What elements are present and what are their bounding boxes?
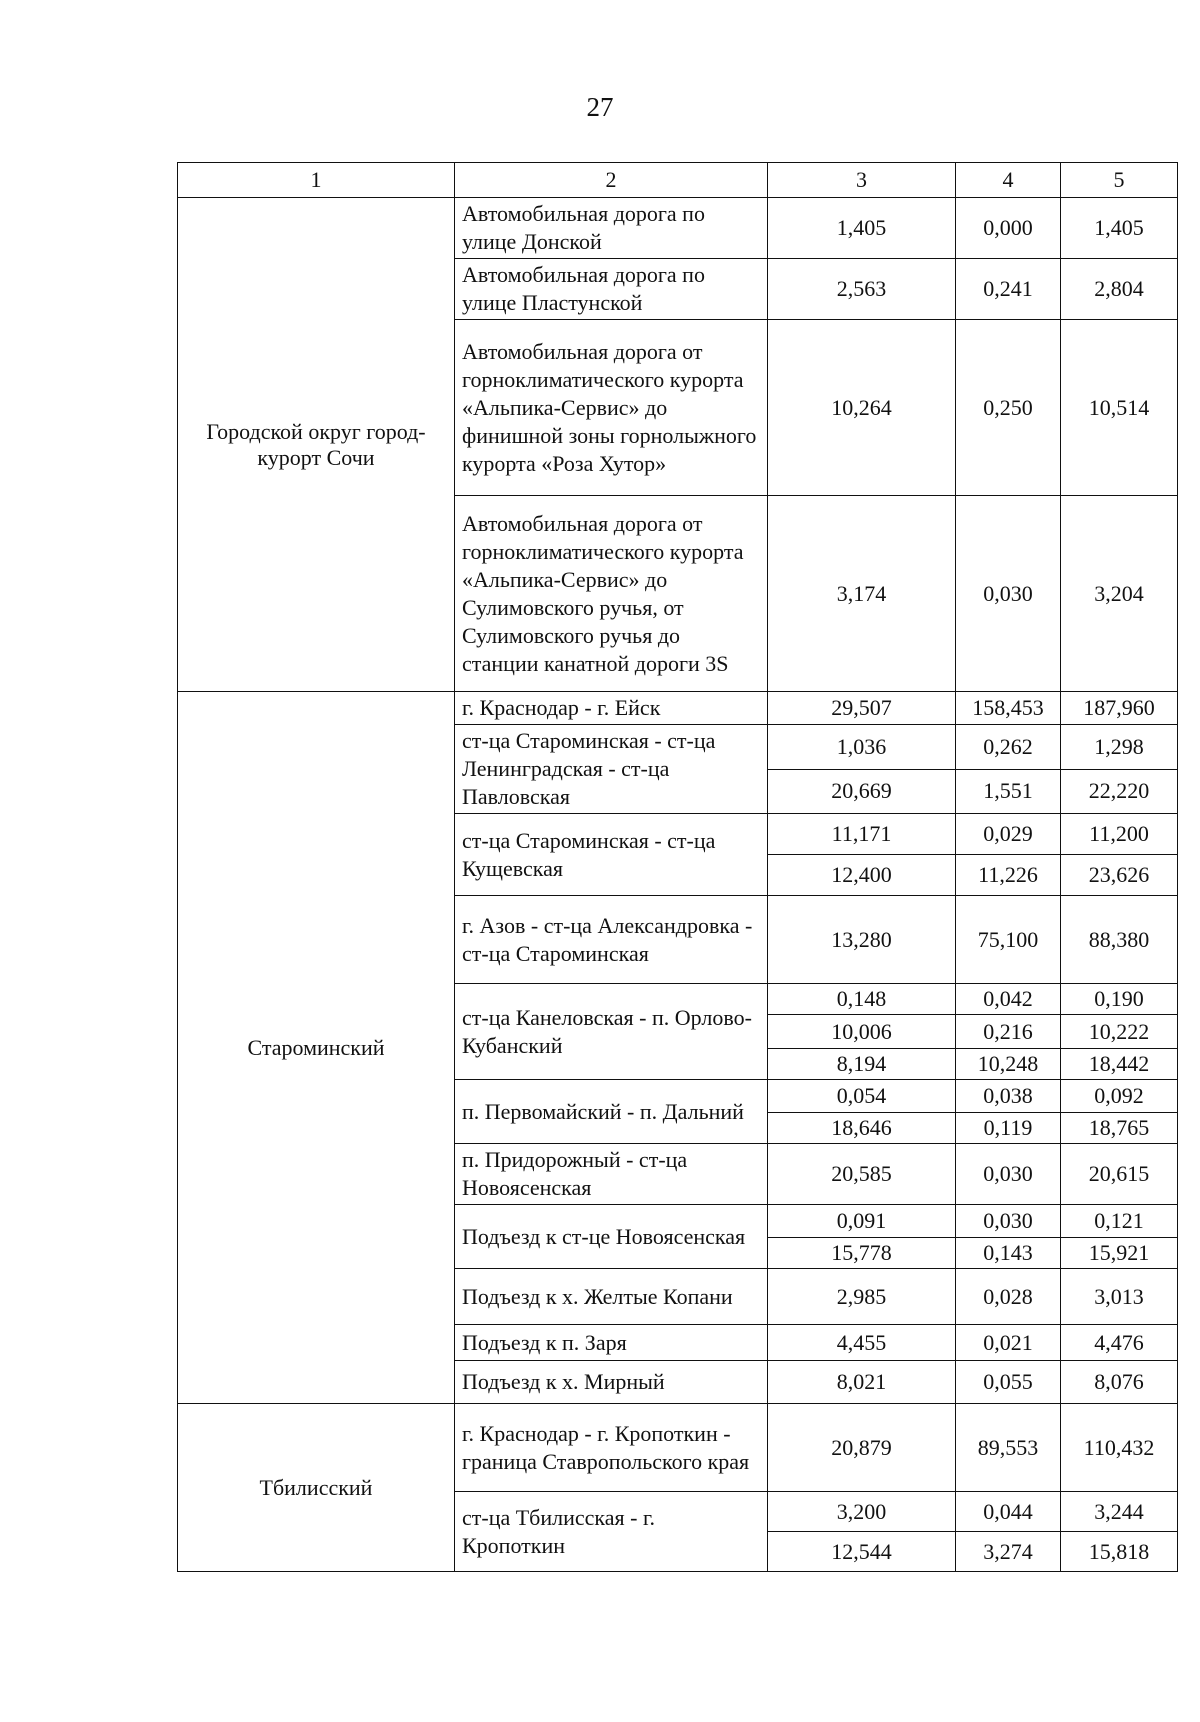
- length-col-4: 0,029: [956, 814, 1061, 855]
- length-col-5: 110,432: [1061, 1404, 1178, 1492]
- length-col-3: 1,036: [768, 725, 956, 770]
- length-col-4: 0,038: [956, 1080, 1061, 1113]
- length-col-5: 11,200: [1061, 814, 1178, 855]
- length-col-4: 0,119: [956, 1113, 1061, 1144]
- column-header-4: 4: [956, 163, 1061, 198]
- table-body: [178, 198, 1178, 1572]
- length-col-5: 187,960: [1061, 692, 1178, 725]
- length-col-5: 0,121: [1061, 1205, 1178, 1238]
- length-col-5: 22,220: [1061, 769, 1178, 814]
- length-col-3: 10,264: [768, 320, 956, 496]
- length-col-3: 4,455: [768, 1325, 956, 1361]
- road-name-cell: Подъезд к ст-це Новоясенская: [455, 1205, 768, 1269]
- length-col-3: 1,405: [768, 198, 956, 259]
- header-row: [178, 163, 1178, 198]
- road-name-cell: Подъезд к х. Мирный: [455, 1361, 768, 1404]
- length-col-4: 158,453: [956, 692, 1061, 725]
- road-name-cell: г. Краснодар - г. Кропоткин - граница Ставропольского края: [455, 1404, 768, 1492]
- length-col-3: 10,006: [768, 1015, 956, 1049]
- length-col-3: 12,544: [768, 1532, 956, 1572]
- length-col-4: 0,262: [956, 725, 1061, 770]
- road-name-cell: ст-ца Староминская - ст-ца Ленинградская - ст-ца Павловская: [455, 725, 768, 814]
- length-col-3: 0,091: [768, 1205, 956, 1238]
- table-row: [178, 692, 1178, 725]
- region-cell: Городской округ город-курорт Сочи: [178, 198, 455, 692]
- length-col-3: 2,985: [768, 1269, 956, 1325]
- length-col-5: 3,013: [1061, 1269, 1178, 1325]
- length-col-3: 13,280: [768, 896, 956, 984]
- road-name-cell: Подъезд к п. Заря: [455, 1325, 768, 1361]
- length-col-4: 0,030: [956, 1205, 1061, 1238]
- length-col-4: 0,042: [956, 984, 1061, 1015]
- length-col-4: 0,143: [956, 1238, 1061, 1269]
- length-col-4: 11,226: [956, 855, 1061, 896]
- length-col-4: 0,030: [956, 1144, 1061, 1205]
- length-col-5: 0,190: [1061, 984, 1178, 1015]
- length-col-4: 0,250: [956, 320, 1061, 496]
- road-name-cell: Подъезд к х. Желтые Копани: [455, 1269, 768, 1325]
- length-col-5: 88,380: [1061, 896, 1178, 984]
- length-col-4: 75,100: [956, 896, 1061, 984]
- length-col-4: 0,241: [956, 259, 1061, 320]
- length-col-3: 12,400: [768, 855, 956, 896]
- length-col-4: 0,055: [956, 1361, 1061, 1404]
- length-col-5: 23,626: [1061, 855, 1178, 896]
- length-col-5: 1,298: [1061, 725, 1178, 770]
- road-name-cell: п. Первомайский - п. Дальний: [455, 1080, 768, 1144]
- length-col-3: 20,669: [768, 769, 956, 814]
- table-row: [178, 1404, 1178, 1492]
- length-col-3: 0,054: [768, 1080, 956, 1113]
- length-col-3: 8,194: [768, 1049, 956, 1080]
- length-col-3: 3,174: [768, 496, 956, 692]
- length-col-4: 0,021: [956, 1325, 1061, 1361]
- road-name-cell: г. Азов - ст-ца Александровка - ст-ца Староминская: [455, 896, 768, 984]
- length-col-5: 3,204: [1061, 496, 1178, 692]
- length-col-3: 15,778: [768, 1238, 956, 1269]
- length-col-3: 20,879: [768, 1404, 956, 1492]
- road-name-cell: Автомобильная дорога по улице Донской: [455, 198, 768, 259]
- road-name-cell: г. Краснодар - г. Ейск: [455, 692, 768, 725]
- road-name-cell: ст-ца Тбилисская - г. Кропоткин: [455, 1492, 768, 1572]
- region-cell: Староминский: [178, 692, 455, 1404]
- length-col-4: 0,028: [956, 1269, 1061, 1325]
- length-col-3: 11,171: [768, 814, 956, 855]
- length-col-5: 1,405: [1061, 198, 1178, 259]
- region-cell: Тбилисский: [178, 1404, 455, 1572]
- length-col-3: 2,563: [768, 259, 956, 320]
- length-col-5: 18,765: [1061, 1113, 1178, 1144]
- table-row: [178, 198, 1178, 259]
- length-col-5: 3,244: [1061, 1492, 1178, 1532]
- length-col-3: 20,585: [768, 1144, 956, 1205]
- length-col-3: 0,148: [768, 984, 956, 1015]
- column-header-5: 5: [1061, 163, 1178, 198]
- length-col-5: 15,818: [1061, 1532, 1178, 1572]
- road-name-cell: Автомобильная дорога от горноклиматического курорта «Альпика-Сервис» до Сулимовского ручья, от Сулимовского ручья до станции канатной дороги 3S: [455, 496, 768, 692]
- length-col-5: 4,476: [1061, 1325, 1178, 1361]
- length-col-5: 10,514: [1061, 320, 1178, 496]
- length-col-5: 0,092: [1061, 1080, 1178, 1113]
- length-col-4: 0,000: [956, 198, 1061, 259]
- length-col-4: 1,551: [956, 769, 1061, 814]
- length-col-4: 10,248: [956, 1049, 1061, 1080]
- road-name-cell: ст-ца Староминская - ст-ца Кущевская: [455, 814, 768, 896]
- length-col-4: 0,216: [956, 1015, 1061, 1049]
- road-name-cell: Автомобильная дорога по улице Пластунской: [455, 259, 768, 320]
- length-col-5: 8,076: [1061, 1361, 1178, 1404]
- road-name-cell: ст-ца Канеловская - п. Орлово-Кубанский: [455, 984, 768, 1080]
- length-col-5: 20,615: [1061, 1144, 1178, 1205]
- road-name-cell: Автомобильная дорога от горноклиматического курорта «Альпика-Сервис» до финишной зоны горнолыжного курорта «Роза Хутор»: [455, 320, 768, 496]
- length-col-3: 3,200: [768, 1492, 956, 1532]
- length-col-3: 29,507: [768, 692, 956, 725]
- column-header-3: 3: [768, 163, 956, 198]
- length-col-3: 8,021: [768, 1361, 956, 1404]
- roads-table: [177, 162, 1178, 1572]
- length-col-5: 15,921: [1061, 1238, 1178, 1269]
- road-name-cell: п. Придорожный - ст-ца Новоясенская: [455, 1144, 768, 1205]
- column-header-2: 2: [455, 163, 768, 198]
- length-col-3: 18,646: [768, 1113, 956, 1144]
- length-col-4: 0,030: [956, 496, 1061, 692]
- length-col-5: 10,222: [1061, 1015, 1178, 1049]
- length-col-4: 89,553: [956, 1404, 1061, 1492]
- length-col-5: 2,804: [1061, 259, 1178, 320]
- length-col-4: 3,274: [956, 1532, 1061, 1572]
- length-col-5: 18,442: [1061, 1049, 1178, 1080]
- length-col-4: 0,044: [956, 1492, 1061, 1532]
- page-number: 27: [586, 92, 614, 122]
- column-header-1: 1: [178, 163, 455, 198]
